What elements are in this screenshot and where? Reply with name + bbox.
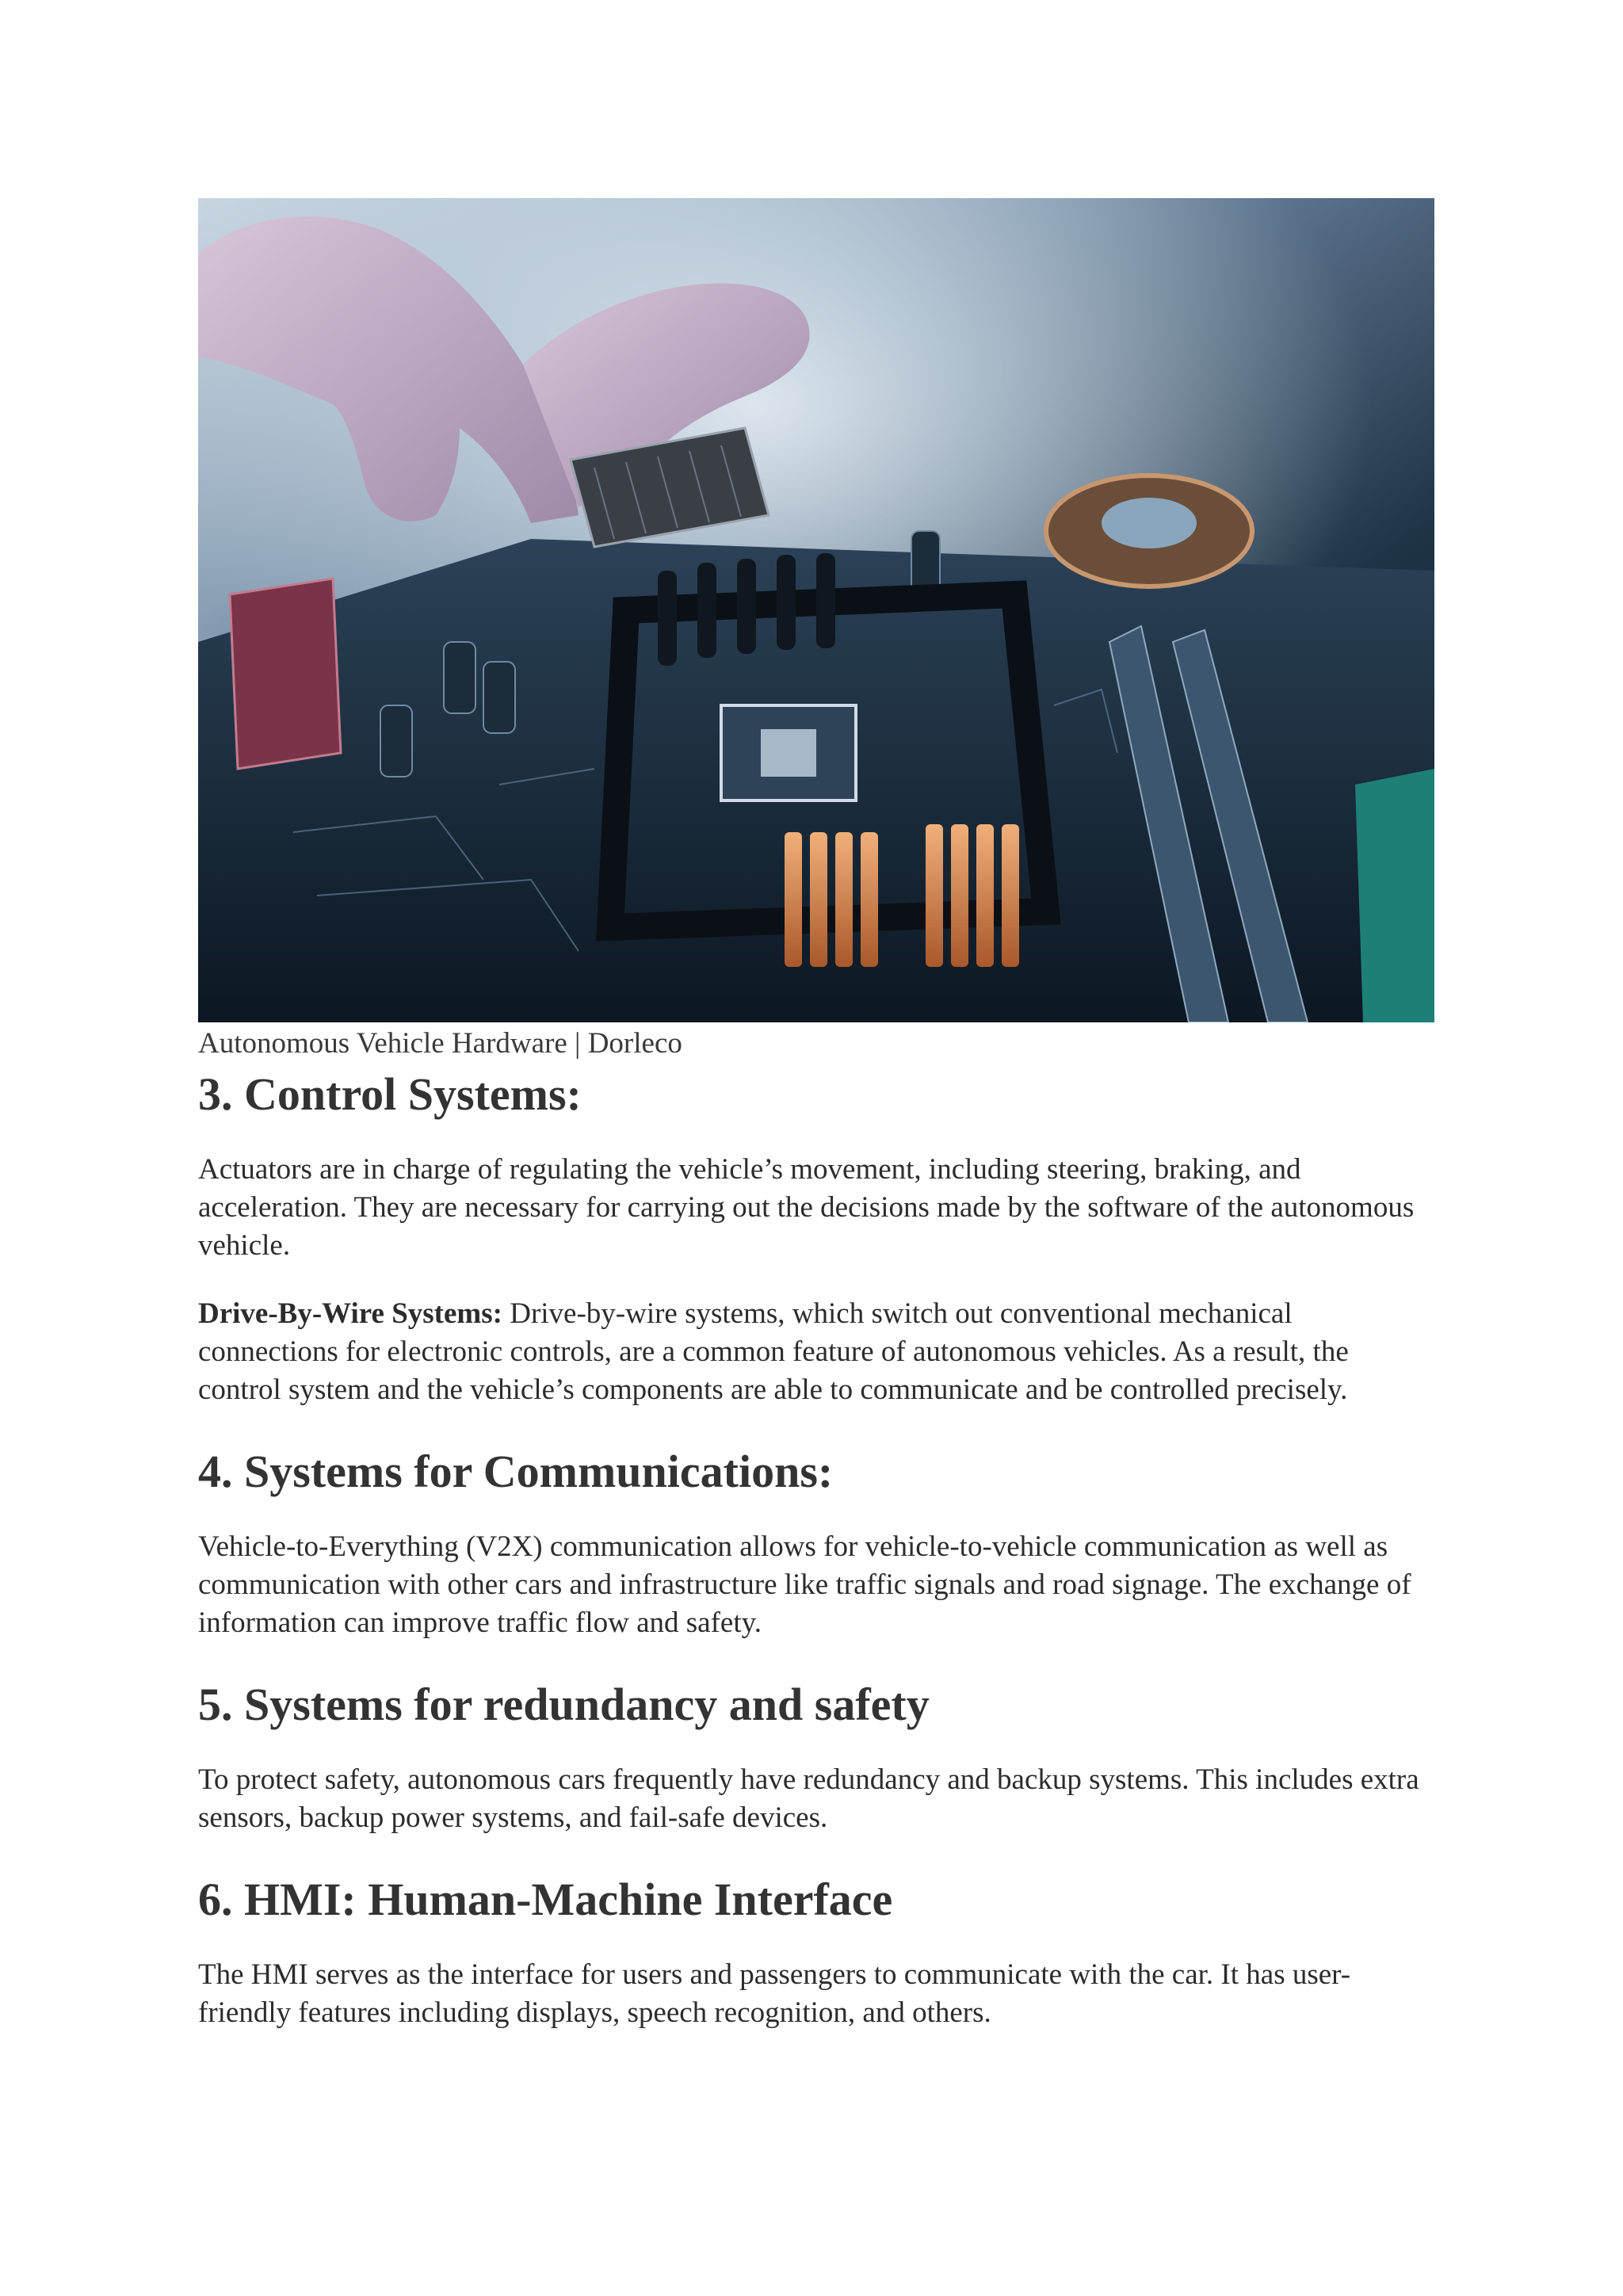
paragraph-redundancy: [198, 1761, 1434, 1837]
document-page: [198, 198, 1434, 2032]
paragraph-lead: Drive-By-Wire Systems:: [198, 1297, 502, 1330]
paragraph-drive-by-wire: [198, 1295, 1434, 1409]
paragraph-hmi: [198, 1956, 1434, 2032]
section-heading-hmi: 6. HMI: Human-Machine Interface: [198, 1874, 893, 1925]
paragraph-text: Actuators are in charge of regulating the vehicle’s movement, including steering, braking, and acceleration. They are necessary for carrying out the decisions made by the software of the autonomous vehicle.: [198, 1153, 1415, 1262]
paragraph-text: Drive-by-wire systems, which switch out conventional mechanical connections for electronic controls, are a common feature of autonomous vehicles. As a result, the control system and the vehicle’s components are able to communicate and be controlled precisely.: [198, 1297, 1349, 1406]
section-heading-control-systems: 3. Control Systems:: [198, 1068, 582, 1120]
section-heading-redundancy-safety: 5. Systems for redundancy and safety: [198, 1679, 930, 1730]
paragraph-text: Vehicle-to-Everything (V2X) communication allows for vehicle-to-vehicle communication as well as communication with other cars and infrastructure like traffic signals and road signage. The exchange of information can improve traffic flow and safety.: [198, 1530, 1411, 1639]
circuit-board-photo-icon: [198, 198, 1434, 1022]
paragraph-v2x: [198, 1528, 1434, 1642]
paragraph-text: The HMI serves as the interface for users and passengers to communicate with the car. It has user-friendly features including displays, speech recognition, and others.: [198, 1958, 1351, 2029]
paragraph-actuators: [198, 1151, 1434, 1265]
figure-caption: Autonomous Vehicle Hardware | Dorleco: [198, 1027, 682, 1060]
hardware-photo: [198, 198, 1434, 1022]
paragraph-text: To protect safety, autonomous cars frequently have redundancy and backup systems. This includes extra sensors, backup power systems, and fail-safe devices.: [198, 1763, 1419, 1834]
section-heading-communications: 4. Systems for Communications:: [198, 1446, 834, 1497]
